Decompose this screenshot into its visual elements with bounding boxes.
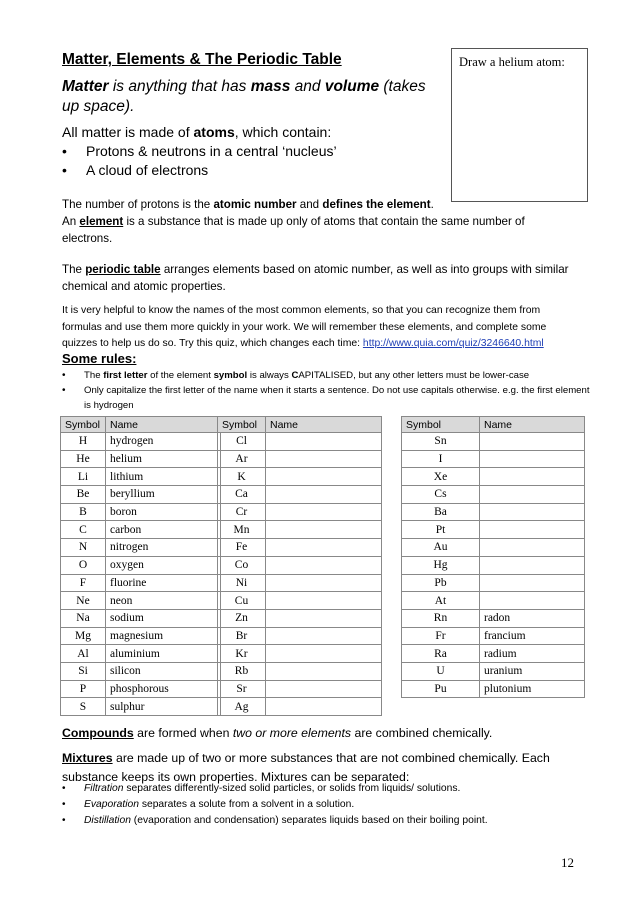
element-symbol: I bbox=[402, 450, 480, 468]
element-symbol: Pu bbox=[402, 680, 480, 698]
element-table-3: Symbol Name Sn I Xe Cs Ba Pt Au Hg Pb At Rn radon Fr francium Ra radium U uranium Pu plutonium bbox=[401, 416, 585, 698]
element-name[interactable] bbox=[266, 680, 382, 698]
element-name: beryllium bbox=[106, 486, 221, 504]
atomic-number-statement: The number of protons is the atomic number and defines the element. bbox=[62, 198, 434, 211]
element-name[interactable] bbox=[266, 503, 382, 521]
table-row bbox=[402, 662, 585, 680]
element-symbol: Ag bbox=[218, 698, 266, 716]
element-name: nitrogen bbox=[106, 539, 221, 557]
element-symbol: Na bbox=[61, 609, 106, 627]
mixtures-statement: Mixtures are made up of two or more substances that are not combined chemically. Each substance keeps its own properties. Mixtures can be separated: bbox=[62, 751, 550, 784]
table-row bbox=[218, 539, 382, 557]
element-name[interactable] bbox=[266, 627, 382, 645]
table-row bbox=[61, 539, 221, 557]
element-name[interactable] bbox=[266, 698, 382, 716]
bullet-icon: • bbox=[62, 385, 66, 396]
table-row bbox=[61, 433, 221, 451]
element-table-2: Symbol Name Cl Ar K Ca Cr Mn Fe Co Ni Cu Zn Br Kr Rb Sr Ag bbox=[217, 416, 382, 716]
periodic-table-statement: The periodic table arranges elements based on atomic number, as well as into groups with similar chemical and atomic properties. bbox=[62, 263, 569, 293]
bullet-icon: • bbox=[62, 815, 66, 826]
element-symbol: Ni bbox=[218, 574, 266, 592]
element-name[interactable] bbox=[480, 486, 585, 504]
element-symbol: He bbox=[61, 450, 106, 468]
element-symbol: Sr bbox=[218, 680, 266, 698]
compounds-statement: Compounds are formed when two or more elements are combined chemically. bbox=[62, 726, 493, 740]
element-symbol: U bbox=[402, 662, 480, 680]
element-name: carbon bbox=[106, 521, 221, 539]
element-symbol: Rb bbox=[218, 662, 266, 680]
table-row bbox=[218, 592, 382, 610]
table-row bbox=[61, 698, 221, 716]
element-name[interactable] bbox=[480, 539, 585, 557]
element-symbol: Si bbox=[61, 662, 106, 680]
element-symbol: S bbox=[61, 698, 106, 716]
element-name: helium bbox=[106, 450, 221, 468]
element-name: sodium bbox=[106, 609, 221, 627]
table-row bbox=[61, 645, 221, 663]
element-name: silicon bbox=[106, 662, 221, 680]
element-symbol: Ra bbox=[402, 645, 480, 663]
element-name[interactable] bbox=[480, 521, 585, 539]
element-symbol: Cr bbox=[218, 503, 266, 521]
element-name[interactable] bbox=[266, 433, 382, 451]
element-name: neon bbox=[106, 592, 221, 610]
element-symbol: B bbox=[61, 503, 106, 521]
element-name: hydrogen bbox=[106, 433, 221, 451]
element-symbol: Be bbox=[61, 486, 106, 504]
table-row bbox=[61, 662, 221, 680]
table-row bbox=[218, 609, 382, 627]
table-row bbox=[61, 609, 221, 627]
table-row bbox=[218, 627, 382, 645]
table-row bbox=[218, 503, 382, 521]
table-row bbox=[218, 556, 382, 574]
matter-definition: Matter is anything that has mass and volume (takes up space). bbox=[62, 78, 426, 115]
element-symbol: At bbox=[402, 592, 480, 610]
element-name[interactable] bbox=[266, 556, 382, 574]
element-symbol: Cs bbox=[402, 486, 480, 504]
bullet-icon: • bbox=[62, 370, 66, 381]
element-name[interactable] bbox=[480, 556, 585, 574]
quiz-link[interactable]: http://www.quia.com/quiz/3246640.html bbox=[362, 338, 544, 349]
element-symbol: F bbox=[61, 574, 106, 592]
table-row bbox=[61, 680, 221, 698]
element-name: uranium bbox=[480, 662, 585, 680]
element-symbol: Pt bbox=[402, 521, 480, 539]
element-name[interactable] bbox=[266, 592, 382, 610]
element-table-1: Symbol Name H hydrogen He helium Li lithium Be beryllium B boron C carbon N nitrogen O oxygen F fluorine Ne neon Na sodium Mg magnesium Al aluminium Si silicon P phosphorous S sulphur bbox=[60, 416, 221, 716]
element-symbol: Br bbox=[218, 627, 266, 645]
element-symbol: Au bbox=[402, 539, 480, 557]
rules-heading: Some rules: bbox=[62, 351, 137, 366]
element-name: boron bbox=[106, 503, 221, 521]
element-symbol: Cu bbox=[218, 592, 266, 610]
element-symbol: Mg bbox=[61, 627, 106, 645]
table-row bbox=[402, 521, 585, 539]
table-row bbox=[402, 627, 585, 645]
table-row bbox=[218, 574, 382, 592]
element-name[interactable] bbox=[266, 486, 382, 504]
bullet-icon: • bbox=[62, 162, 67, 178]
table-row bbox=[61, 521, 221, 539]
page-number: 12 bbox=[561, 855, 574, 870]
table-row bbox=[402, 468, 585, 486]
element-symbol: Rn bbox=[402, 609, 480, 627]
element-symbol: Ba bbox=[402, 503, 480, 521]
element-name[interactable] bbox=[480, 468, 585, 486]
table-row bbox=[402, 433, 585, 451]
element-symbol: Mn bbox=[218, 521, 266, 539]
element-symbol: Fe bbox=[218, 539, 266, 557]
table-row bbox=[61, 556, 221, 574]
element-symbol: O bbox=[61, 556, 106, 574]
element-name: aluminium bbox=[106, 645, 221, 663]
atoms-statement: All matter is made of atoms, which contain: bbox=[62, 124, 332, 140]
element-name[interactable] bbox=[266, 450, 382, 468]
element-name[interactable] bbox=[266, 539, 382, 557]
table-row bbox=[218, 433, 382, 451]
element-name[interactable] bbox=[266, 468, 382, 486]
element-name: francium bbox=[480, 627, 585, 645]
element-name[interactable] bbox=[480, 450, 585, 468]
element-symbol: Al bbox=[61, 645, 106, 663]
element-symbol: Ca bbox=[218, 486, 266, 504]
table-row bbox=[218, 662, 382, 680]
element-symbol: N bbox=[61, 539, 106, 557]
element-symbol: Xe bbox=[402, 468, 480, 486]
element-symbol: Zn bbox=[218, 609, 266, 627]
element-name: fluorine bbox=[106, 574, 221, 592]
element-name[interactable] bbox=[266, 662, 382, 680]
element-symbol: P bbox=[61, 680, 106, 698]
table-row bbox=[218, 486, 382, 504]
element-name[interactable] bbox=[480, 574, 585, 592]
table-row bbox=[402, 574, 585, 592]
bullet-icon: • bbox=[62, 783, 66, 794]
element-symbol: Hg bbox=[402, 556, 480, 574]
table-row bbox=[402, 556, 585, 574]
element-name: magnesium bbox=[106, 627, 221, 645]
element-name: plutonium bbox=[480, 680, 585, 698]
element-symbol: K bbox=[218, 468, 266, 486]
table-row bbox=[402, 450, 585, 468]
helium-box-label: Draw a helium atom: bbox=[459, 55, 565, 69]
table-row bbox=[218, 645, 382, 663]
element-name: phosphorous bbox=[106, 680, 221, 698]
element-name: oxygen bbox=[106, 556, 221, 574]
table-row bbox=[402, 680, 585, 698]
element-symbol: Kr bbox=[218, 645, 266, 663]
element-name[interactable] bbox=[480, 433, 585, 451]
bullet-icon: • bbox=[62, 799, 66, 810]
element-definition: An element is a substance that is made up only of atoms that contain the same number of electrons. bbox=[62, 215, 525, 245]
element-name[interactable] bbox=[266, 645, 382, 663]
table-row bbox=[402, 503, 585, 521]
element-symbol: Li bbox=[61, 468, 106, 486]
element-name[interactable] bbox=[266, 574, 382, 592]
helpful-paragraph: It is very helpful to know the names of the most common elements, so that you can recognize them from formulas and use them more quickly in your work. We will remember these elements, and complete some quizzes to help us do so. Try this quiz, which changes each time: http://www.quia.com/quiz/3246640.html bbox=[62, 305, 547, 349]
element-name[interactable] bbox=[266, 521, 382, 539]
element-symbol: Cl bbox=[218, 433, 266, 451]
element-name[interactable] bbox=[480, 592, 585, 610]
table-row bbox=[218, 468, 382, 486]
table-row bbox=[61, 574, 221, 592]
element-name: lithium bbox=[106, 468, 221, 486]
table-row bbox=[402, 645, 585, 663]
table-row bbox=[61, 450, 221, 468]
element-name: radium bbox=[480, 645, 585, 663]
page-title: Matter, Elements & The Periodic Table bbox=[62, 51, 342, 68]
table-row bbox=[402, 592, 585, 610]
element-symbol: Ar bbox=[218, 450, 266, 468]
table-row bbox=[402, 609, 585, 627]
element-name[interactable] bbox=[266, 609, 382, 627]
element-symbol: H bbox=[61, 433, 106, 451]
element-symbol: Ne bbox=[61, 592, 106, 610]
table-row bbox=[218, 698, 382, 716]
element-symbol: Pb bbox=[402, 574, 480, 592]
element-symbol: Sn bbox=[402, 433, 480, 451]
element-symbol: Co bbox=[218, 556, 266, 574]
table-row bbox=[218, 680, 382, 698]
element-name: radon bbox=[480, 609, 585, 627]
table-row bbox=[61, 468, 221, 486]
table-row bbox=[402, 486, 585, 504]
table-row bbox=[218, 450, 382, 468]
element-name[interactable] bbox=[480, 503, 585, 521]
table-row bbox=[402, 539, 585, 557]
table-row bbox=[61, 627, 221, 645]
helium-drawing-box[interactable] bbox=[451, 48, 588, 202]
element-symbol: C bbox=[61, 521, 106, 539]
table-row bbox=[61, 503, 221, 521]
table-row bbox=[218, 521, 382, 539]
table-row bbox=[61, 592, 221, 610]
bullet-icon: • bbox=[62, 143, 67, 159]
element-symbol: Fr bbox=[402, 627, 480, 645]
element-name: sulphur bbox=[106, 698, 221, 716]
table-row bbox=[61, 486, 221, 504]
